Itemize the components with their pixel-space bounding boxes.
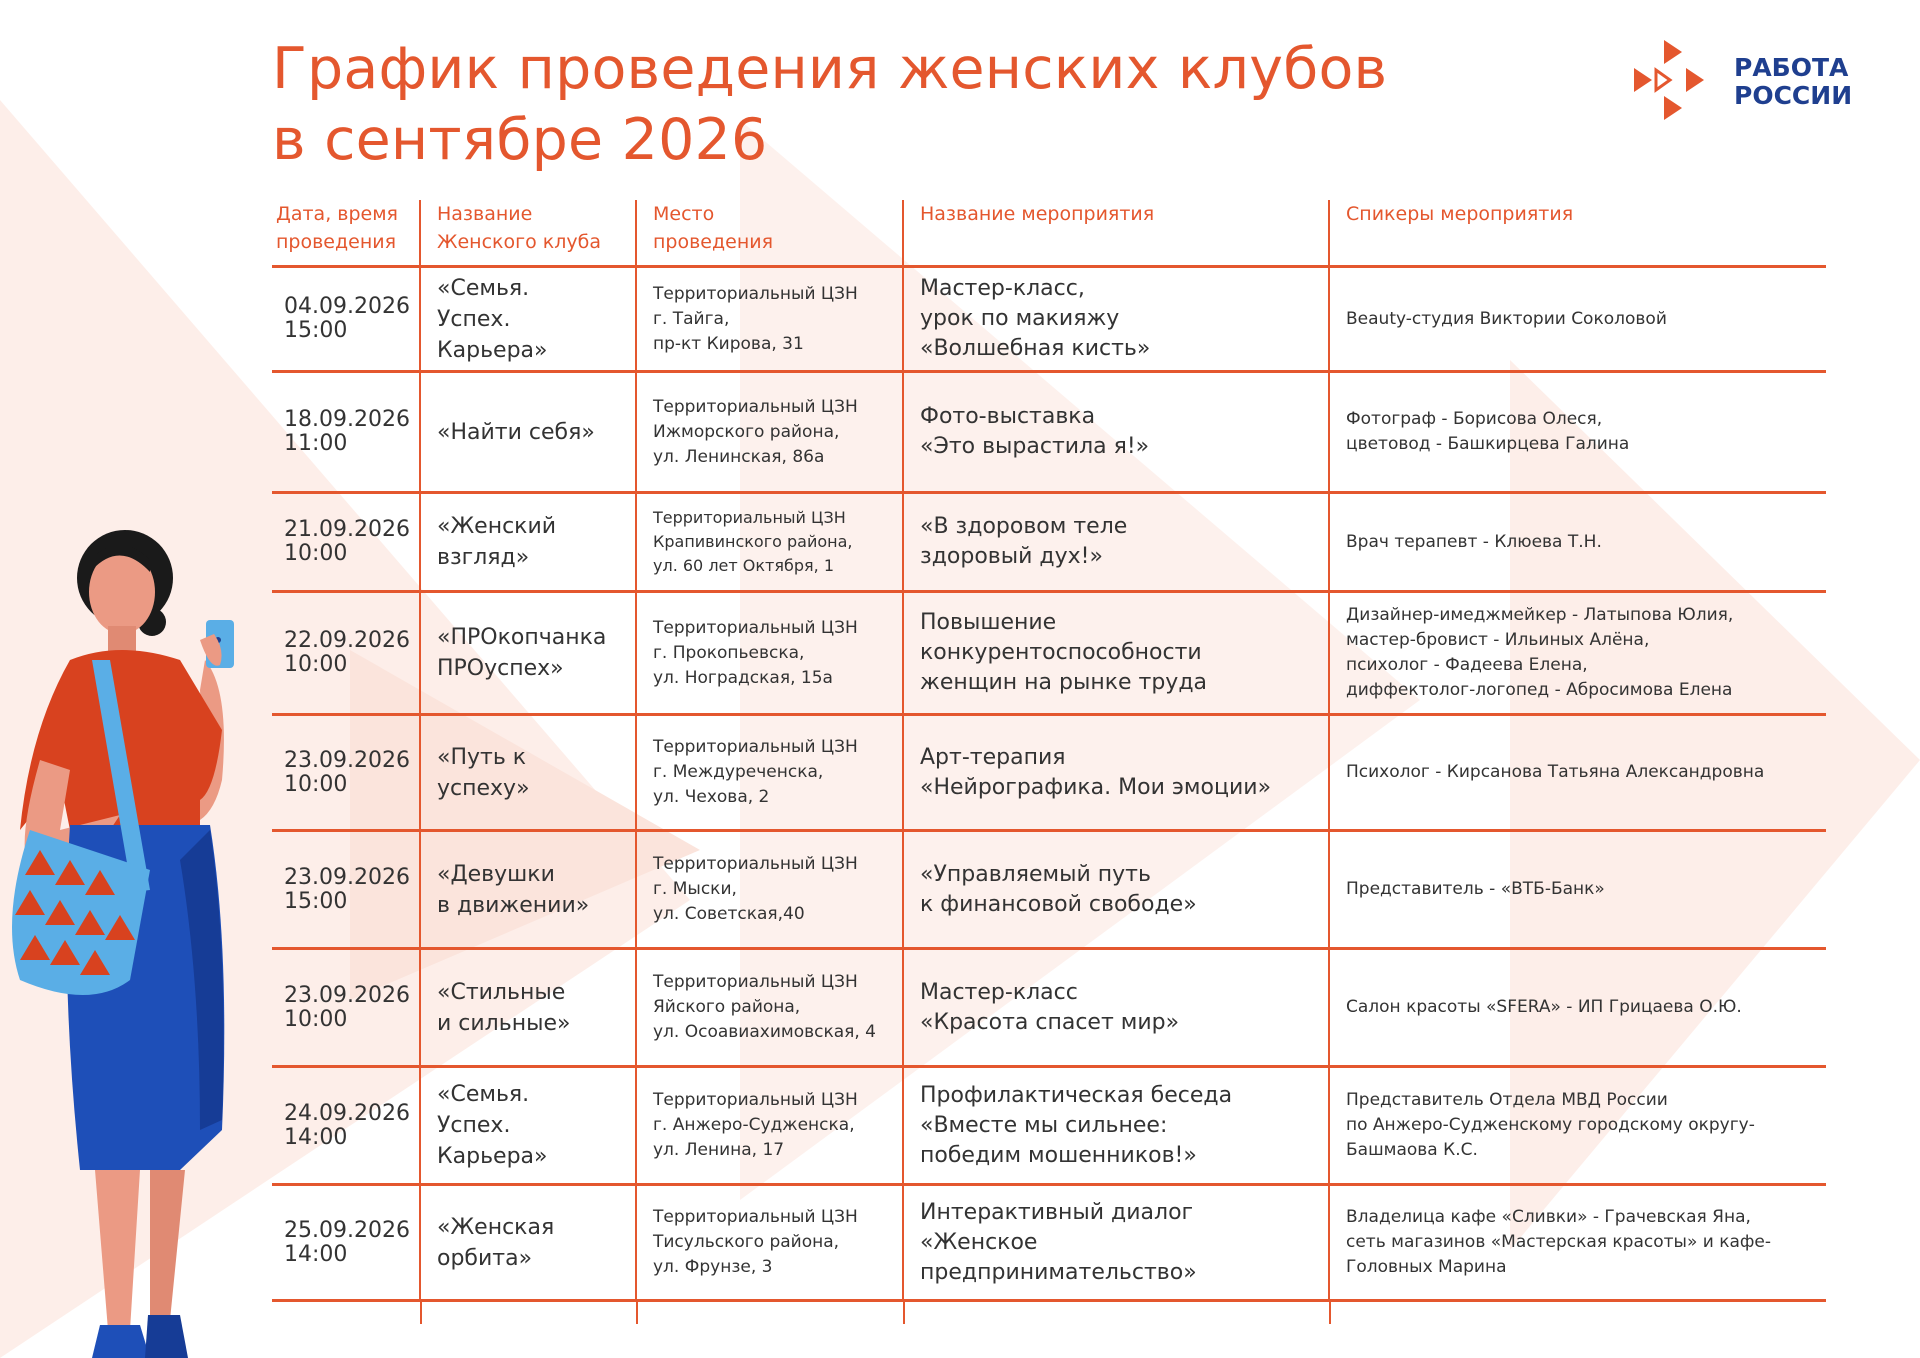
place-cell: Территориальный ЦЗН г. Междуреченска, ул. Чехова, 2 xyxy=(636,715,903,831)
col-header-event: Название мероприятия xyxy=(903,200,1329,267)
title-line-1: График проведения женских клубов xyxy=(272,36,1388,102)
time-text: 15:00 xyxy=(284,888,348,914)
place-cell: Территориальный ЦЗН Яйского района, ул. Осоавиахимовская, 4 xyxy=(636,949,903,1067)
table-row xyxy=(272,372,1826,493)
date-cell xyxy=(272,831,420,949)
table-row xyxy=(272,493,1826,592)
event-cell: Мастер-класс «Красота спасет мир» xyxy=(903,949,1329,1067)
date-cell xyxy=(272,493,420,592)
date-cell xyxy=(272,592,420,715)
column-divider-tail xyxy=(420,1300,422,1324)
column-divider-tail xyxy=(903,1300,905,1324)
table-row xyxy=(272,1067,1826,1185)
date-text: 24.09.2026 xyxy=(284,1100,410,1126)
club-cell: «Женский взгляд» xyxy=(420,493,636,592)
event-cell: Профилактическая беседа «Вместе мы сильнее: победим мошенников!» xyxy=(903,1067,1329,1185)
event-cell: Фото-выставка «Это вырастила я!» xyxy=(903,372,1329,493)
woman-illustration xyxy=(0,530,290,1358)
club-cell: «Девушки в движении» xyxy=(420,831,636,949)
column-divider-tail xyxy=(636,1300,638,1324)
club-cell: «ПРОкопчанка ПРОуспех» xyxy=(420,592,636,715)
schedule-table xyxy=(272,200,1826,1302)
place-cell: Территориальный ЦЗН Ижморского района, ул. Ленинская, 86а xyxy=(636,372,903,493)
time-text: 10:00 xyxy=(284,1006,348,1032)
logo-line-2: РОССИИ xyxy=(1734,81,1853,110)
date-text: 23.09.2026 xyxy=(284,747,410,773)
event-cell: Арт-терапия «Нейрографика. Мои эмоции» xyxy=(903,715,1329,831)
col-header-date: Дата, время проведения xyxy=(272,200,420,267)
date-cell xyxy=(272,1067,420,1185)
speakers-cell: Фотограф - Борисова Олеся, цветовод - Башкирцева Галина xyxy=(1329,372,1826,493)
date-cell xyxy=(272,949,420,1067)
event-cell: «Управляемый путь к финансовой свободе» xyxy=(903,831,1329,949)
speakers-cell: Представитель - «ВТБ-Банк» xyxy=(1329,831,1826,949)
table-row xyxy=(272,267,1826,372)
speakers-cell: Врач терапевт - Клюева Т.Н. xyxy=(1329,493,1826,592)
speakers-cell: Психолог - Кирсанова Татьяна Александровна xyxy=(1329,715,1826,831)
event-cell: Интерактивный диалог «Женское предпринимательство» xyxy=(903,1185,1329,1301)
club-cell: «Семья. Успех. Карьера» xyxy=(420,267,636,372)
table-row xyxy=(272,831,1826,949)
date-text: 21.09.2026 xyxy=(284,517,410,542)
date-text: 22.09.2026 xyxy=(284,628,410,653)
club-cell: «Стильные и сильные» xyxy=(420,949,636,1067)
column-divider-tail xyxy=(1329,1300,1331,1324)
event-cell: Мастер-класс, урок по макияжу «Волшебная кисть» xyxy=(903,267,1329,372)
table-row xyxy=(272,949,1826,1067)
speakers-cell: Салон красоты «SFERA» - ИП Грицаева О.Ю. xyxy=(1329,949,1826,1067)
speakers-cell: Дизайнер-имеджмейкер - Латыпова Юлия, мастер-бровист - Ильиных Алёна, психолог - Фадеева Елена, диффектолог-логопед - Абросимова Елена xyxy=(1329,592,1826,715)
time-text: 10:00 xyxy=(284,771,348,797)
club-cell: «Женская орбита» xyxy=(420,1185,636,1301)
club-cell: «Путь к успеху» xyxy=(420,715,636,831)
table-row xyxy=(272,715,1826,831)
table-header-row xyxy=(272,200,1826,267)
place-cell: Территориальный ЦЗН г. Тайга, пр-кт Кирова, 31 xyxy=(636,267,903,372)
table-row xyxy=(272,1185,1826,1301)
date-cell xyxy=(272,372,420,493)
date-text: 18.09.2026 xyxy=(284,407,410,432)
time-text: 15:00 xyxy=(284,318,348,343)
col-header-club: Название Женского клуба xyxy=(420,200,636,267)
date-text: 23.09.2026 xyxy=(284,982,410,1008)
place-cell: Территориальный ЦЗН г. Мыски, ул. Советская,40 xyxy=(636,831,903,949)
date-text: 25.09.2026 xyxy=(284,1217,410,1243)
time-text: 14:00 xyxy=(284,1241,348,1267)
col-header-speakers: Спикеры мероприятия xyxy=(1329,200,1826,267)
place-cell: Территориальный ЦЗН г. Анжеро-Судженска, ул. Ленина, 17 xyxy=(636,1067,903,1185)
time-text: 10:00 xyxy=(284,652,348,677)
arrows-logo-icon xyxy=(1634,40,1722,124)
time-text: 11:00 xyxy=(284,431,348,456)
time-text: 14:00 xyxy=(284,1124,348,1150)
rabota-rossii-logo xyxy=(1634,40,1852,124)
club-cell: «Семья. Успех. Карьера» xyxy=(420,1067,636,1185)
club-cell: «Найти себя» xyxy=(420,372,636,493)
page-title xyxy=(272,34,1387,176)
place-cell: Территориальный ЦЗН Крапивинского района, ул. 60 лет Октября, 1 xyxy=(636,493,903,592)
title-line-2: в сентябре 2026 xyxy=(272,107,768,173)
event-cell: «В здоровом теле здоровый дух!» xyxy=(903,493,1329,592)
time-text: 10:00 xyxy=(284,541,348,566)
date-text: 04.09.2026 xyxy=(284,294,410,319)
event-cell: Повышение конкурентоспособности женщин на рынке труда xyxy=(903,592,1329,715)
date-cell xyxy=(272,1185,420,1301)
date-cell xyxy=(272,267,420,372)
table-row xyxy=(272,592,1826,715)
logo-line-1: РАБОТА xyxy=(1734,53,1849,82)
col-header-place: Место проведения xyxy=(636,200,903,267)
speakers-cell: Владелица кафе «Сливки» - Грачевская Яна, сеть магазинов «Мастерская красоты» и кафе- Головных Марина xyxy=(1329,1185,1826,1301)
place-cell: Территориальный ЦЗН г. Прокопьевска, ул. Ноградская, 15а xyxy=(636,592,903,715)
place-cell: Территориальный ЦЗН Тисульского района, ул. Фрунзе, 3 xyxy=(636,1185,903,1301)
speakers-cell: Beauty-студия Виктории Соколовой xyxy=(1329,267,1826,372)
speakers-cell: Представитель Отдела МВД России по Анжеро-Судженскому городскому округу- Башмаова К.С. xyxy=(1329,1067,1826,1185)
date-text: 23.09.2026 xyxy=(284,864,410,890)
date-cell xyxy=(272,715,420,831)
